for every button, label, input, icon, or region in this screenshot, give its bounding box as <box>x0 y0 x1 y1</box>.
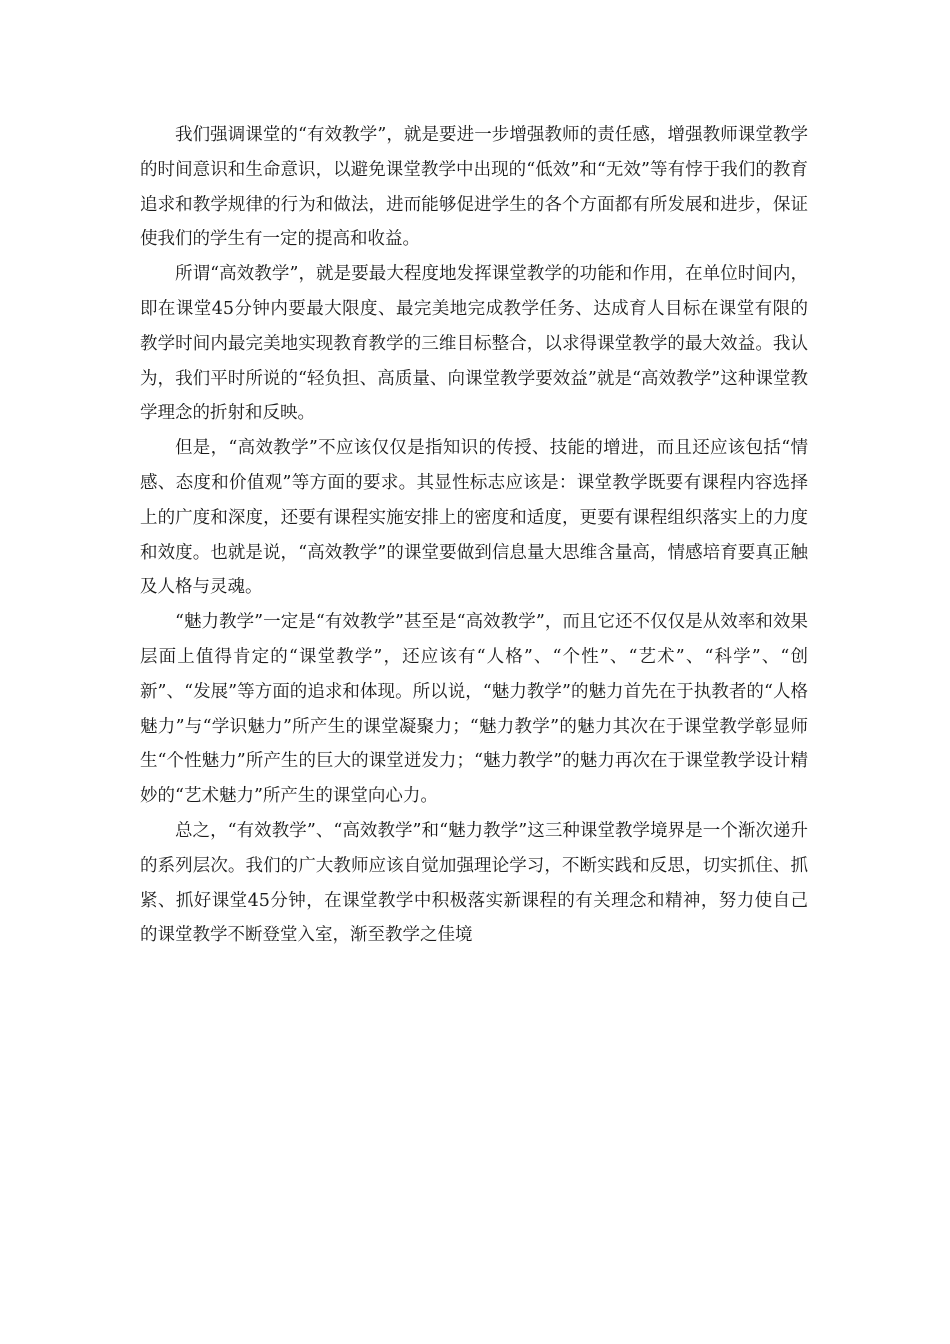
paragraph-efficient-teaching: 所谓“高效教学”，就是要最大程度地发挥课堂教学的功能和作用，在单位时间内，即在课堂45分钟内要最大限度、最完美地完成教学任务、达成育人目标在课堂有限的教学时间内最完美地实现教育教学的三维目标整合，以求得课堂教学的最大效益。我认为，我们平时所说的“轻负担、高质量、向课堂教学要效益”就是“高效教学”这种课堂教学理念的折射和反映。 <box>140 264 808 424</box>
paragraph-efficient-teaching-requirements: 但是，“高效教学”不应该仅仅是指知识的传授、技能的增进，而且还应该包括“情感、态度和价值观”等方面的要求。其显性标志应该是：课堂教学既要有课程内容选择上的广度和深度，还要有课程实施安排上的密度和适度，更要有课程组织落实上的力度和效度。也就是说，“高效教学”的课堂要做到信息量大思维含量高，情感培育要真正触及人格与灵魂。 <box>140 438 808 598</box>
paragraph-effective-teaching: 我们强调课堂的“有效教学”，就是要进一步增强教师的责任感，增强教师课堂教学的时间意识和生命意识，以避免课堂教学中出现的“低效”和“无效”等有悖于我们的教育追求和教学规律的行为和做法，进而能够促进学生的各个方面都有所发展和进步，保证使我们的学生有一定的提高和收益。 <box>140 125 808 250</box>
document-body <box>140 118 808 953</box>
paragraph-conclusion: 总之，“有效教学”、“高效教学”和“魅力教学”这三种课堂教学境界是一个渐次递升的系列层次。我们的广大教师应该自觉加强理论学习，不断实践和反思，切实抓住、抓紧、抓好课堂45分钟，在课堂教学中积极落实新课程的有关理念和精神，努力使自己的课堂教学不断登堂入室，渐至教学之佳境 <box>140 820 808 946</box>
paragraph-charismatic-teaching: “魅力教学”一定是“有效教学”甚至是“高效教学”，而且它还不仅仅是从效率和效果层面上值得肯定的“课堂教学”，还应该有“人格”、“个性”、“艺术”、“科学”、“创新”、“发展”等方面的追求和体现。所以说，“魅力教学”的魅力首先在于执教者的“人格魅力”与“学识魅力”所产生的课堂凝聚力；“魅力教学”的魅力其次在于课堂教学彰显师生“个性魅力”所产生的巨大的课堂迸发力；“魅力教学”的魅力再次在于课堂教学设计精妙的“艺术魅力”所产生的课堂向心力。 <box>140 612 808 807</box>
